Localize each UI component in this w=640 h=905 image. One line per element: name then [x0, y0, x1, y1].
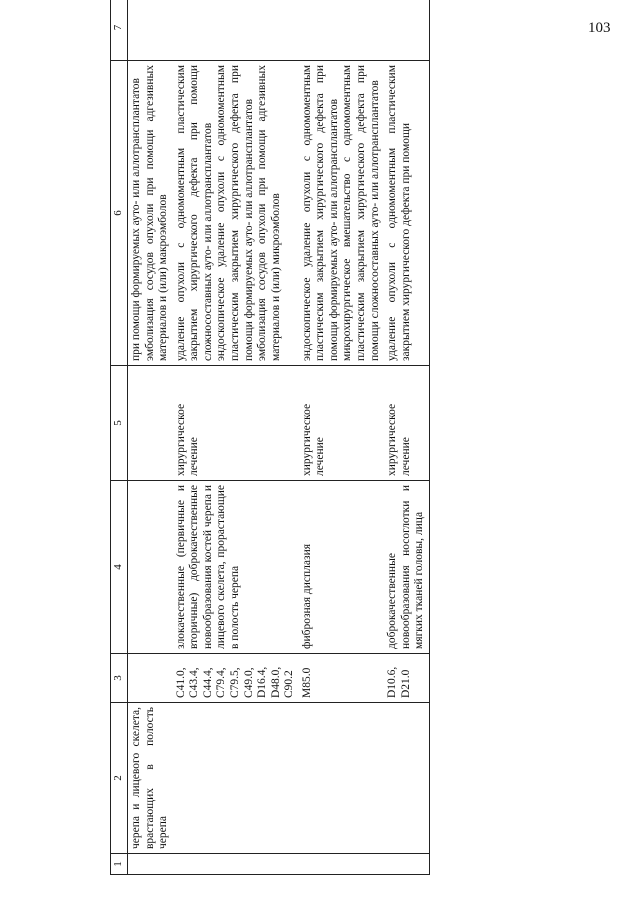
cell-col5: хирургическое лечение [299, 366, 384, 481]
column-header-7: 7 [111, 0, 128, 61]
diagnosis-code: C49.0, [242, 667, 255, 698]
column-number-row [111, 0, 128, 875]
cell-col2 [173, 703, 299, 854]
diagnosis-code: D10.6, [386, 666, 399, 698]
cell-col5: хирургическое лечение [173, 366, 299, 481]
column-header-1: 1 [111, 854, 128, 875]
cell-col1 [299, 854, 384, 875]
rotated-table-container [110, 24, 595, 875]
diagnosis-code: D21.0 [399, 669, 412, 698]
column-header-4: 4 [111, 481, 128, 654]
method-text: удаление опухоли с одномоментным пластическим закрытием хирургического дефекта при помощи [386, 65, 412, 361]
cell-col7 [128, 0, 173, 61]
cell-col7 [299, 0, 384, 61]
cell-col3 [384, 654, 429, 703]
cell-col4: фиброзная дисплазия [299, 481, 384, 654]
cell-col3 [128, 654, 173, 703]
column-header-3: 3 [111, 654, 128, 703]
cell-col4: злокачественные (первичные и вторичные) доброкачественные новообразования костей черепа и лицевого скелета, прорастающие в полость черепа [173, 481, 299, 654]
method-text: удаление опухоли с одномоментным пластическим закрытием хирургического дефекта при помощи сложносоставных ауто- или аллотрансплантатов [174, 65, 214, 361]
diagnosis-code: D16.4, [256, 666, 269, 698]
cell-col5 [128, 366, 173, 481]
table-row [299, 0, 384, 875]
cell-col6 [299, 61, 384, 366]
diagnosis-code: C79.5, [228, 667, 241, 698]
cell-col6 [173, 61, 299, 366]
cell-col4: доброкачественные новообразования носоглотки и мягких тканей головы, лица [384, 481, 429, 654]
cell-col1 [173, 854, 299, 875]
method-text: эндоскопическое удаление опухоли с одномоментным пластическим закрытием хирургического дефекта при помощи формируемых ауто- или аллотрансплантатов [215, 65, 255, 361]
method-text: при помощи формируемых ауто- или аллотрансплантатов [130, 78, 142, 361]
cell-col6 [384, 61, 429, 366]
cell-col4 [128, 481, 173, 654]
method-text: эндоскопическое удаление опухоли с одномоментным пластическим закрытием хирургического дефекта при помощи формируемых ауто- или аллотрансплантатов [300, 65, 340, 361]
table-row [384, 0, 429, 875]
column-header-5: 5 [111, 366, 128, 481]
table-row [173, 0, 299, 875]
cell-col5: хирургическое лечение [384, 366, 429, 481]
cell-col2 [384, 703, 429, 854]
diagnosis-code: C79.4, [215, 667, 228, 698]
column-header-6: 6 [111, 61, 128, 366]
diagnosis-code: D48.0, [269, 666, 282, 698]
table-row [128, 0, 173, 875]
diagnosis-code: C44.4, [201, 667, 214, 698]
cell-col7 [384, 0, 429, 61]
diagnosis-code: C41.0, [174, 667, 187, 698]
column-header-2: 2 [111, 703, 128, 854]
cell-col1 [384, 854, 429, 875]
cell-col6 [128, 61, 173, 366]
diagnosis-code: C43.4, [188, 667, 201, 698]
diagnosis-code: C90.2 [283, 670, 296, 698]
page-number: 103 [588, 20, 611, 36]
method-text: эмболизация сосудов опухоли при помощи адгезивных материалов и (или) макроэмболов [143, 65, 170, 361]
cell-col2: черепа и лицевого скелета, врастающих в полость черепа [128, 703, 173, 854]
cell-col3 [173, 654, 299, 703]
cell-col7 [173, 0, 299, 61]
medical-procedures-table [110, 0, 430, 875]
diagnosis-code: M85.0 [300, 667, 313, 698]
cell-col2 [299, 703, 384, 854]
method-text: эмболизация сосудов опухоли при помощи адгезивных материалов и (или) микроэмболов [256, 65, 282, 361]
method-text: микрохирургическое вмешательство с одномоментным пластическим закрытием хирургического дефекта при помощи сложносоставных ауто- или аллотрансплантатов [341, 65, 381, 361]
cell-col1 [128, 854, 173, 875]
cell-col3 [299, 654, 384, 703]
